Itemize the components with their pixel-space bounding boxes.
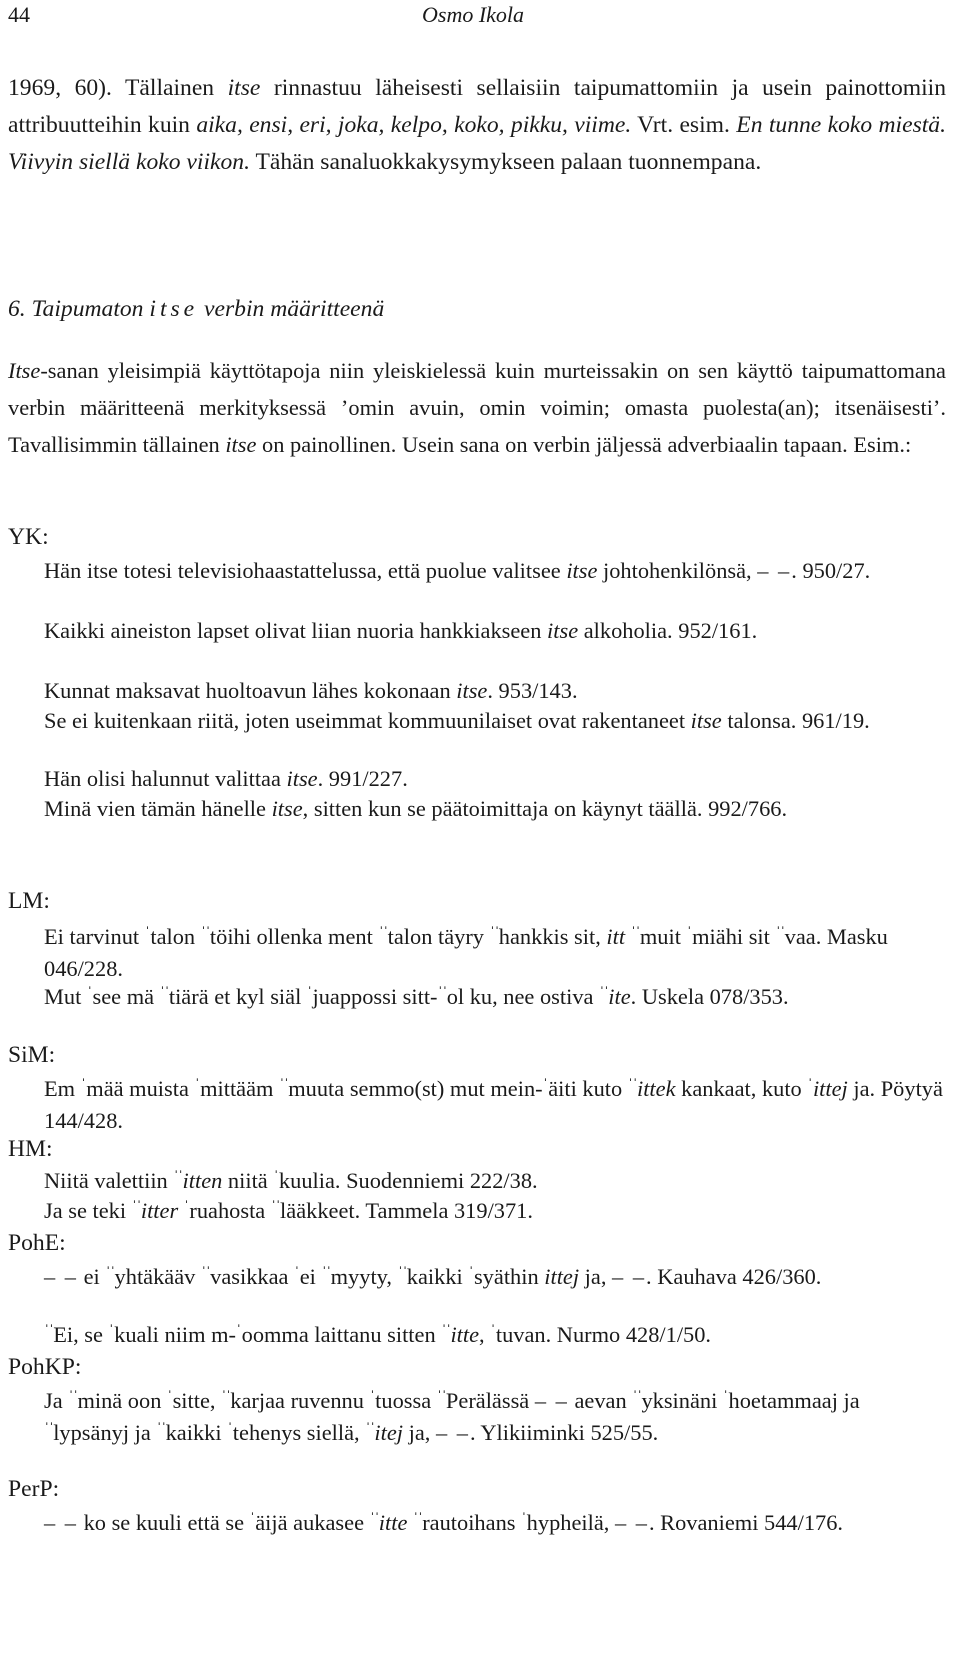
example-hm-1: Niitä valettiin $^{ˈˈ}$itten niitä $^ˈ$kuulia. Suodenniemi 222/38. [44,1167,538,1193]
example-hm-2: Ja se teki $^{ˈˈ}$itter $^ˈ$ruahosta $^{ˈˈ}$lääkkeet. Tammela 319/371. [44,1197,533,1223]
example-pohkp-1: Ja $^{ˈˈ}$minä oon $^ˈ$sitte, $^{ˈˈ}$karjaa ruvennu $^ˈ$tuossa $^{ˈˈ}$Perälässä – – aevan $^{ˈˈ}$yksinäni $^ˈ$hoetammaaj ja $^{ˈˈ}$lypsänyj ja $^{ˈˈ}$kaikki $^ˈ$tehenys siellä, $^{ˈˈ}$itej ja, – –. Ylikiiminki 525/55. [44,1387,860,1445]
region-label-pohe: PohE: [8,1230,66,1256]
example-yk-5: Hän olisi halunnut valittaa itse. 991/227. [44,766,408,791]
running-head [0,2,960,32]
example-pohe-1: – – ei $^{ˈˈ}$yhtäkääv $^{ˈˈ}$vasikkaa $^ˈ$ei $^{ˈˈ}$myyty, $^{ˈˈ}$kaikki $^ˈ$syäthin ittej ja, – –. Kauhava 426/360. [44,1263,822,1289]
section-heading: 6. Taipumaton itse verbin määritteenä [8,296,385,322]
example-sim-1: Em $^ˈ$mää muista $^ˈ$mittääm $^{ˈˈ}$muuta semmo(st) mut mein-$^ˈ$äiti kuto $^{ˈˈ}$ittek kankaat, kuto $^ˈ$ittej ja. Pöytyä 144/428. [44,1075,943,1133]
example-yk-4: Se ei kuitenkaan riitä, joten useimmat kommuunilaiset ovat rakentaneet itse talonsa. 961/19. [44,708,870,733]
example-lm-1: Ei tarvinut $^ˈ$talon $^{ˈˈ}$töihi ollenka ment $^{ˈˈ}$talon täyry $^{ˈˈ}$hankkis sit, itt $^{ˈˈ}$muit $^ˈ$miähi sit $^{ˈˈ}$vaa. Masku 046/228. [44,923,888,981]
page-number: 44 [8,2,30,27]
example-yk-3: Kunnat maksavat huoltoavun lähes kokonaan itse. 953/143. [44,678,578,703]
region-label-perp: PerP: [8,1476,60,1502]
example-yk-1: Hän itse totesi televisiohaastattelussa, että puolue valitsee itse johtohenkilönsä, – –. 950/27. [44,558,871,583]
example-yk-2: Kaikki aineiston lapset olivat liian nuoria hankkiakseen itse alkoholia. 952/161. [44,618,758,643]
body-paragraph: Itse-sanan yleisimpiä käyttötapoja niin yleiskielessä kuin murteissakin on sen käyttö taipumattomana verbin määritteenä merkityksessä ’omin avuin, omin voimin; omasta puolesta(an); itsenäisesti’. Tavallisimmin tällainen itse on painollinen. Usein sana on verbin jäljessä adverbiaalin tapaan. Esim.: [8,358,946,457]
example-yk-6: Minä vien tämän hänelle itse, sitten kun se päätoimittaja on käynyt täällä. 992/766. [44,796,788,821]
intro-paragraph: 1969, 60). Tällainen itse rinnastuu läheisesti sellaisiin taipumattomiin ja usein painottomiin attribuutteihin kuin aika, ensi, eri, joka, kelpo, koko, pikku, viime. Vrt. esim. En tunne koko miestä. Viivyin siellä koko viikon. Tähän sanaluokkakysymykseen palaan tuonnempana. [8,75,946,175]
region-label-pohkp: PohKP: [8,1354,82,1380]
example-perp-1: – – ko se kuuli että se $^ˈ$äijä aukasee $^{ˈˈ}$itte $^{ˈˈ}$rautoihans $^ˈ$hypheilä, – –. Rovaniemi 544/176. [44,1509,844,1535]
example-pohe-2: $^{ˈˈ}$Ei, se $^ˈ$kuali niim m-$^ˈ$oomma laittanu sitten $^{ˈˈ}$itte, $^ˈ$tuvan. Nurmo 428/1/50. [44,1321,712,1347]
region-label-sim: SiM: [8,1042,56,1068]
region-label-yk: YK: [8,524,49,550]
region-label-hm: HM: [8,1136,53,1162]
example-lm-2: Mut $^ˈ$see mä $^{ˈˈ}$tiärä et kyl siäl $^ˈ$juappossi sitt-$^{ˈˈ}$ol ku, nee ostiva $^{ˈˈ}$ite. Uskela 078/353. [44,983,789,1009]
region-label-lm: LM: [8,888,50,914]
running-head-author: Osmo Ikola [422,2,525,27]
